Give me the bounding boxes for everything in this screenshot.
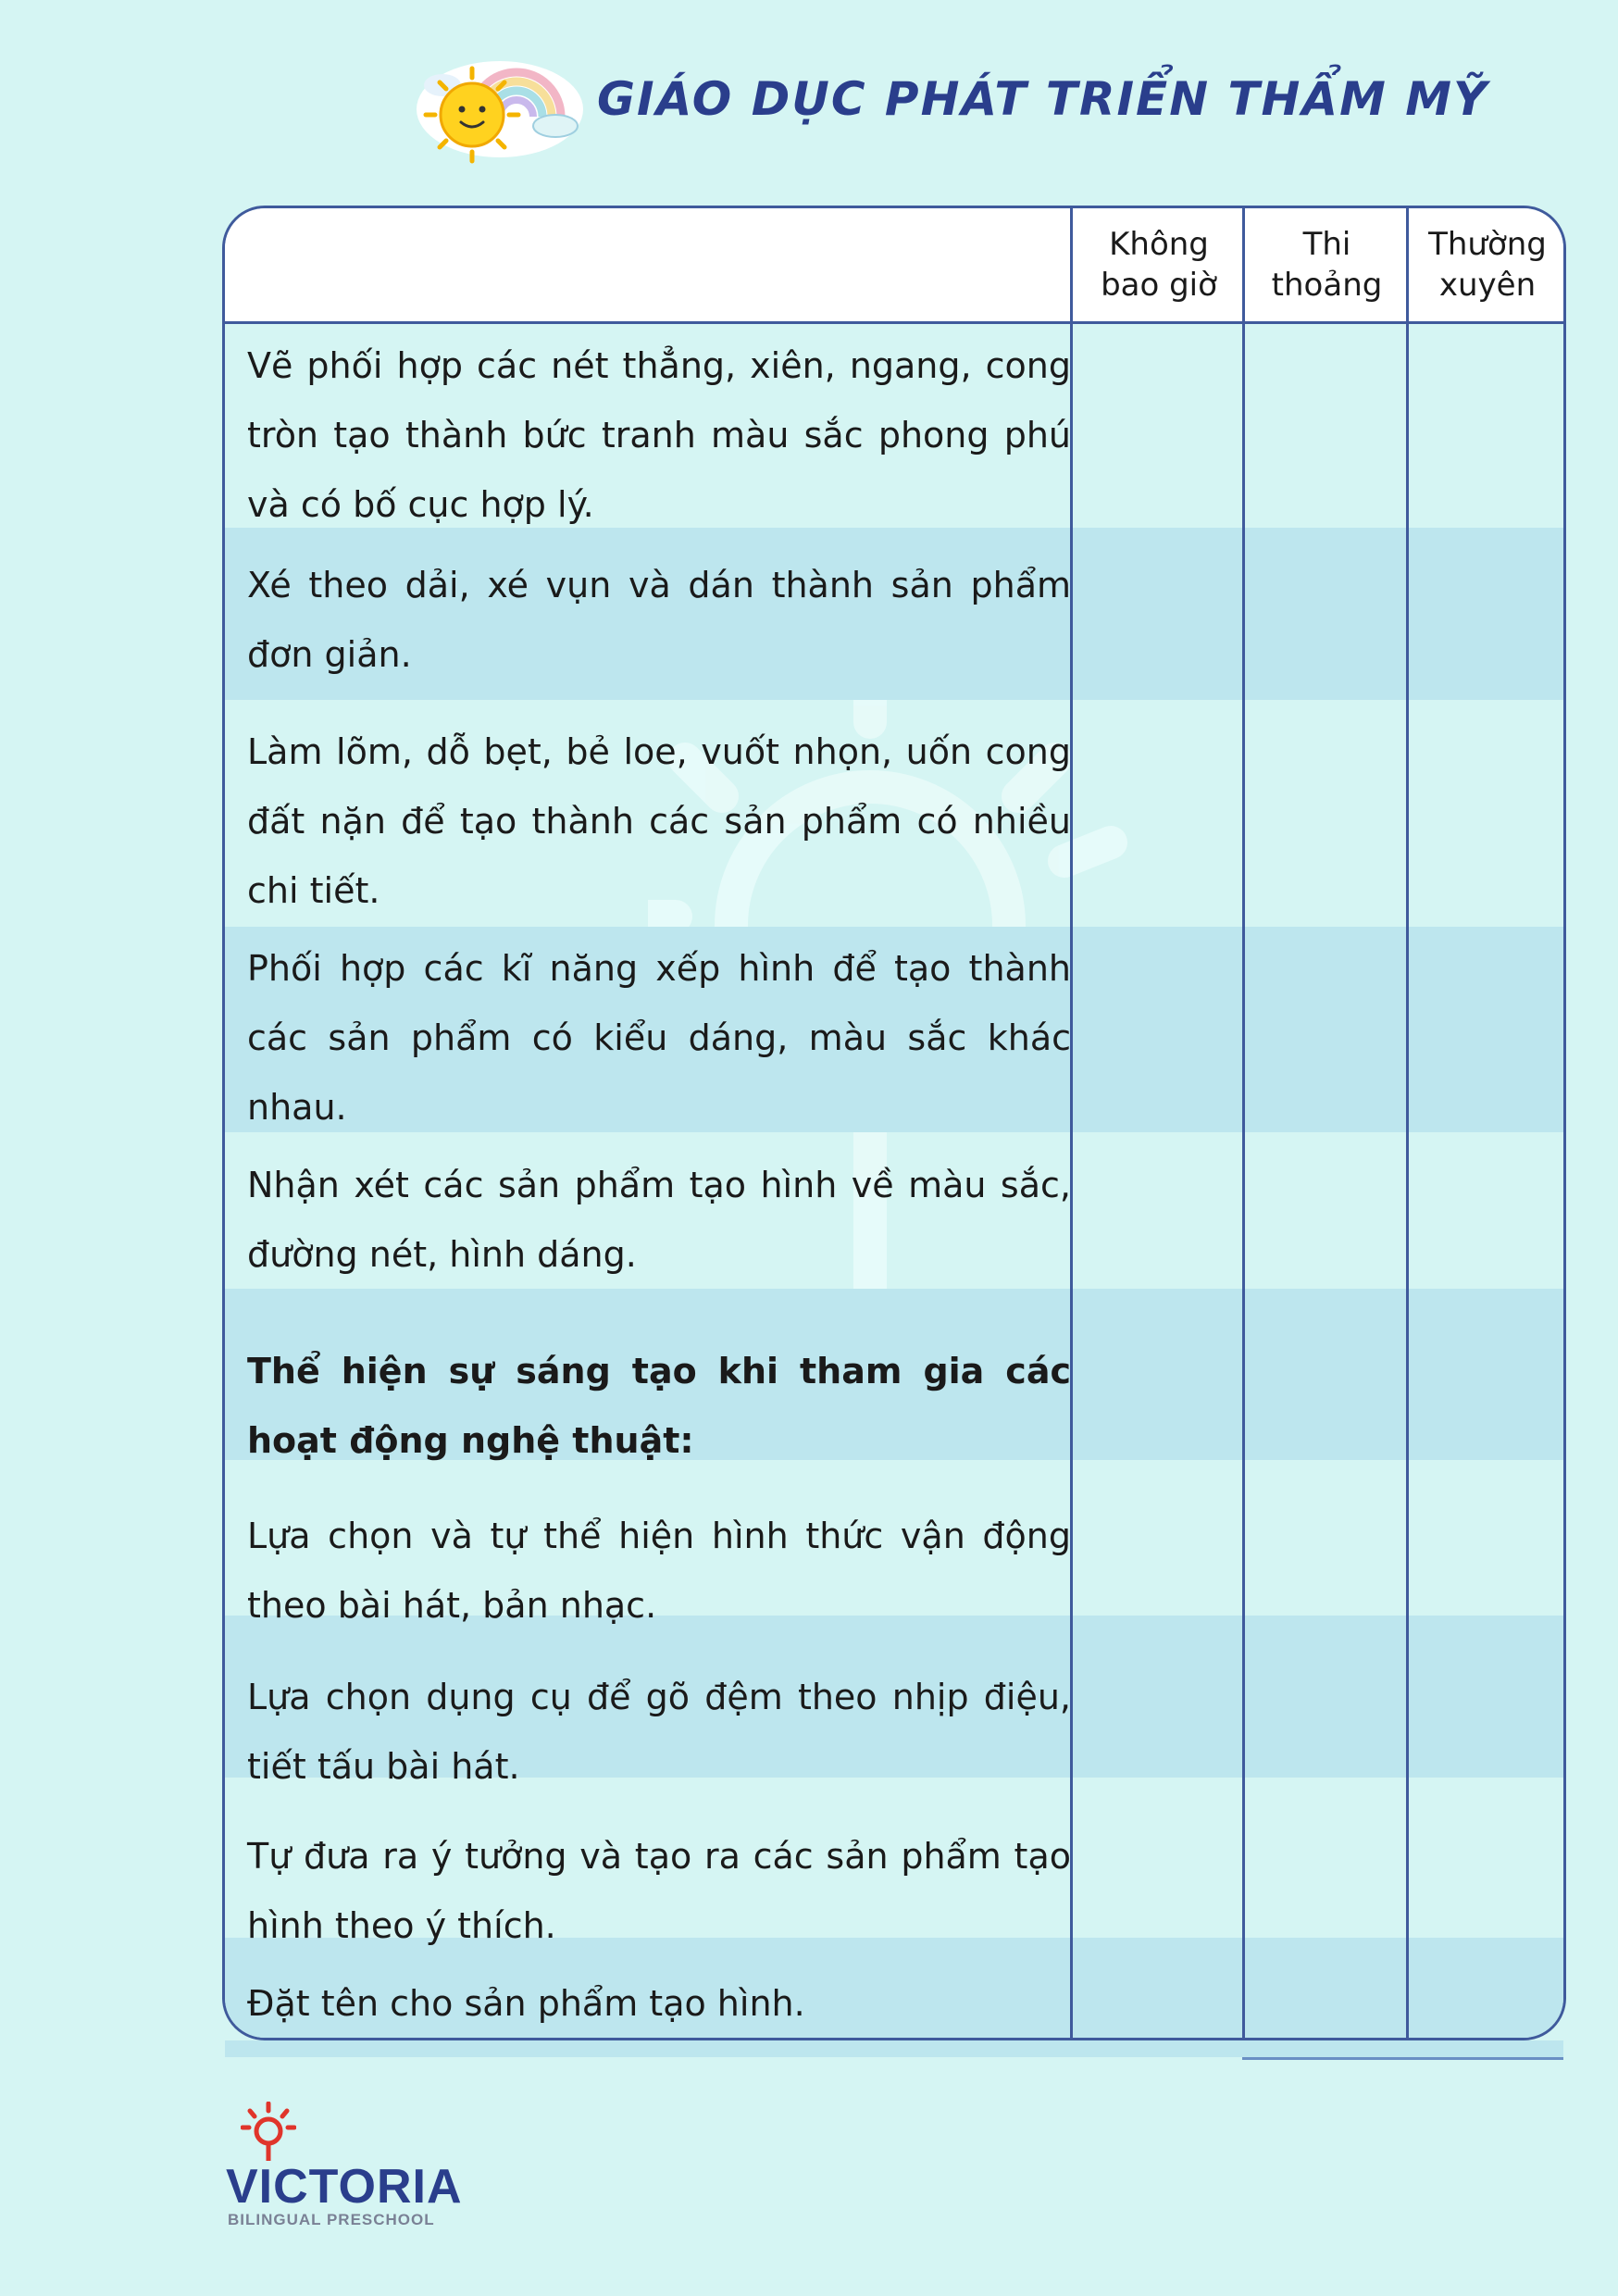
table-header xyxy=(225,208,1563,324)
criterion-text: Nhận xét các sản phẩm tạo hình về màu sắc, đường nét, hình dáng. xyxy=(247,1165,1071,1275)
assessment-table xyxy=(222,206,1566,2040)
criterion-text: Đặt tên cho sản phẩm tạo hình. xyxy=(247,1983,805,2024)
criterion-text: Vẽ phối hợp các nét thẳng, xiên, ngang, cong tròn tạo thành bức tranh màu sắc phong phú và có bố cục hợp lý. xyxy=(247,345,1071,525)
criterion-text: Phối hợp các kĩ năng xếp hình để tạo thành các sản phẩm có kiểu dáng, màu sắc khác nhau. xyxy=(247,948,1071,1128)
sun-rainbow-icon xyxy=(407,37,592,167)
criterion-text: Lựa chọn dụng cụ để gõ đệm theo nhịp điệu, tiết tấu bài hát. xyxy=(247,1677,1071,1787)
section-heading: Thể hiện sự sáng tạo khi tham gia các hoạt động nghệ thuật: xyxy=(247,1351,1071,1461)
criterion-text: Làm lõm, dỗ bẹt, bẻ loe, vuốt nhọn, uốn cong đất nặn để tạo thành các sản phẩm có nhiều chi tiết. xyxy=(247,731,1071,911)
logo-tagline: BILINGUAL PRESCHOOL xyxy=(228,2211,435,2228)
criterion-text: Tự đưa ra ý tưởng và tạo ra các sản phẩm tạo hình theo ý thích. xyxy=(247,1836,1071,1946)
column-header-sometimes: Thi thoảng xyxy=(1271,226,1383,304)
criterion-text: Xé theo dải, xé vụn và dán thành sản phẩm đơn giản. xyxy=(247,565,1071,675)
page-header xyxy=(407,37,1489,167)
table-bottom-line xyxy=(1242,2057,1563,2060)
table-bottom-band xyxy=(225,2040,1563,2057)
column-divider xyxy=(1406,208,1409,2038)
column-header-never: Không bao giờ xyxy=(1101,226,1217,304)
school-logo xyxy=(222,2102,463,2231)
logo-wordmark: VICTORIA xyxy=(226,2160,463,2214)
lightbulb-icon xyxy=(241,2102,296,2161)
page-title: GIÁO DỤC PHÁT TRIỂN THẨM MỸ xyxy=(597,72,1489,126)
column-header-often: Thường xuyên xyxy=(1428,226,1547,304)
criterion-text: Lựa chọn và tự thể hiện hình thức vận động theo bài hát, bản nhạc. xyxy=(247,1516,1071,1626)
column-divider xyxy=(1242,208,1245,2038)
